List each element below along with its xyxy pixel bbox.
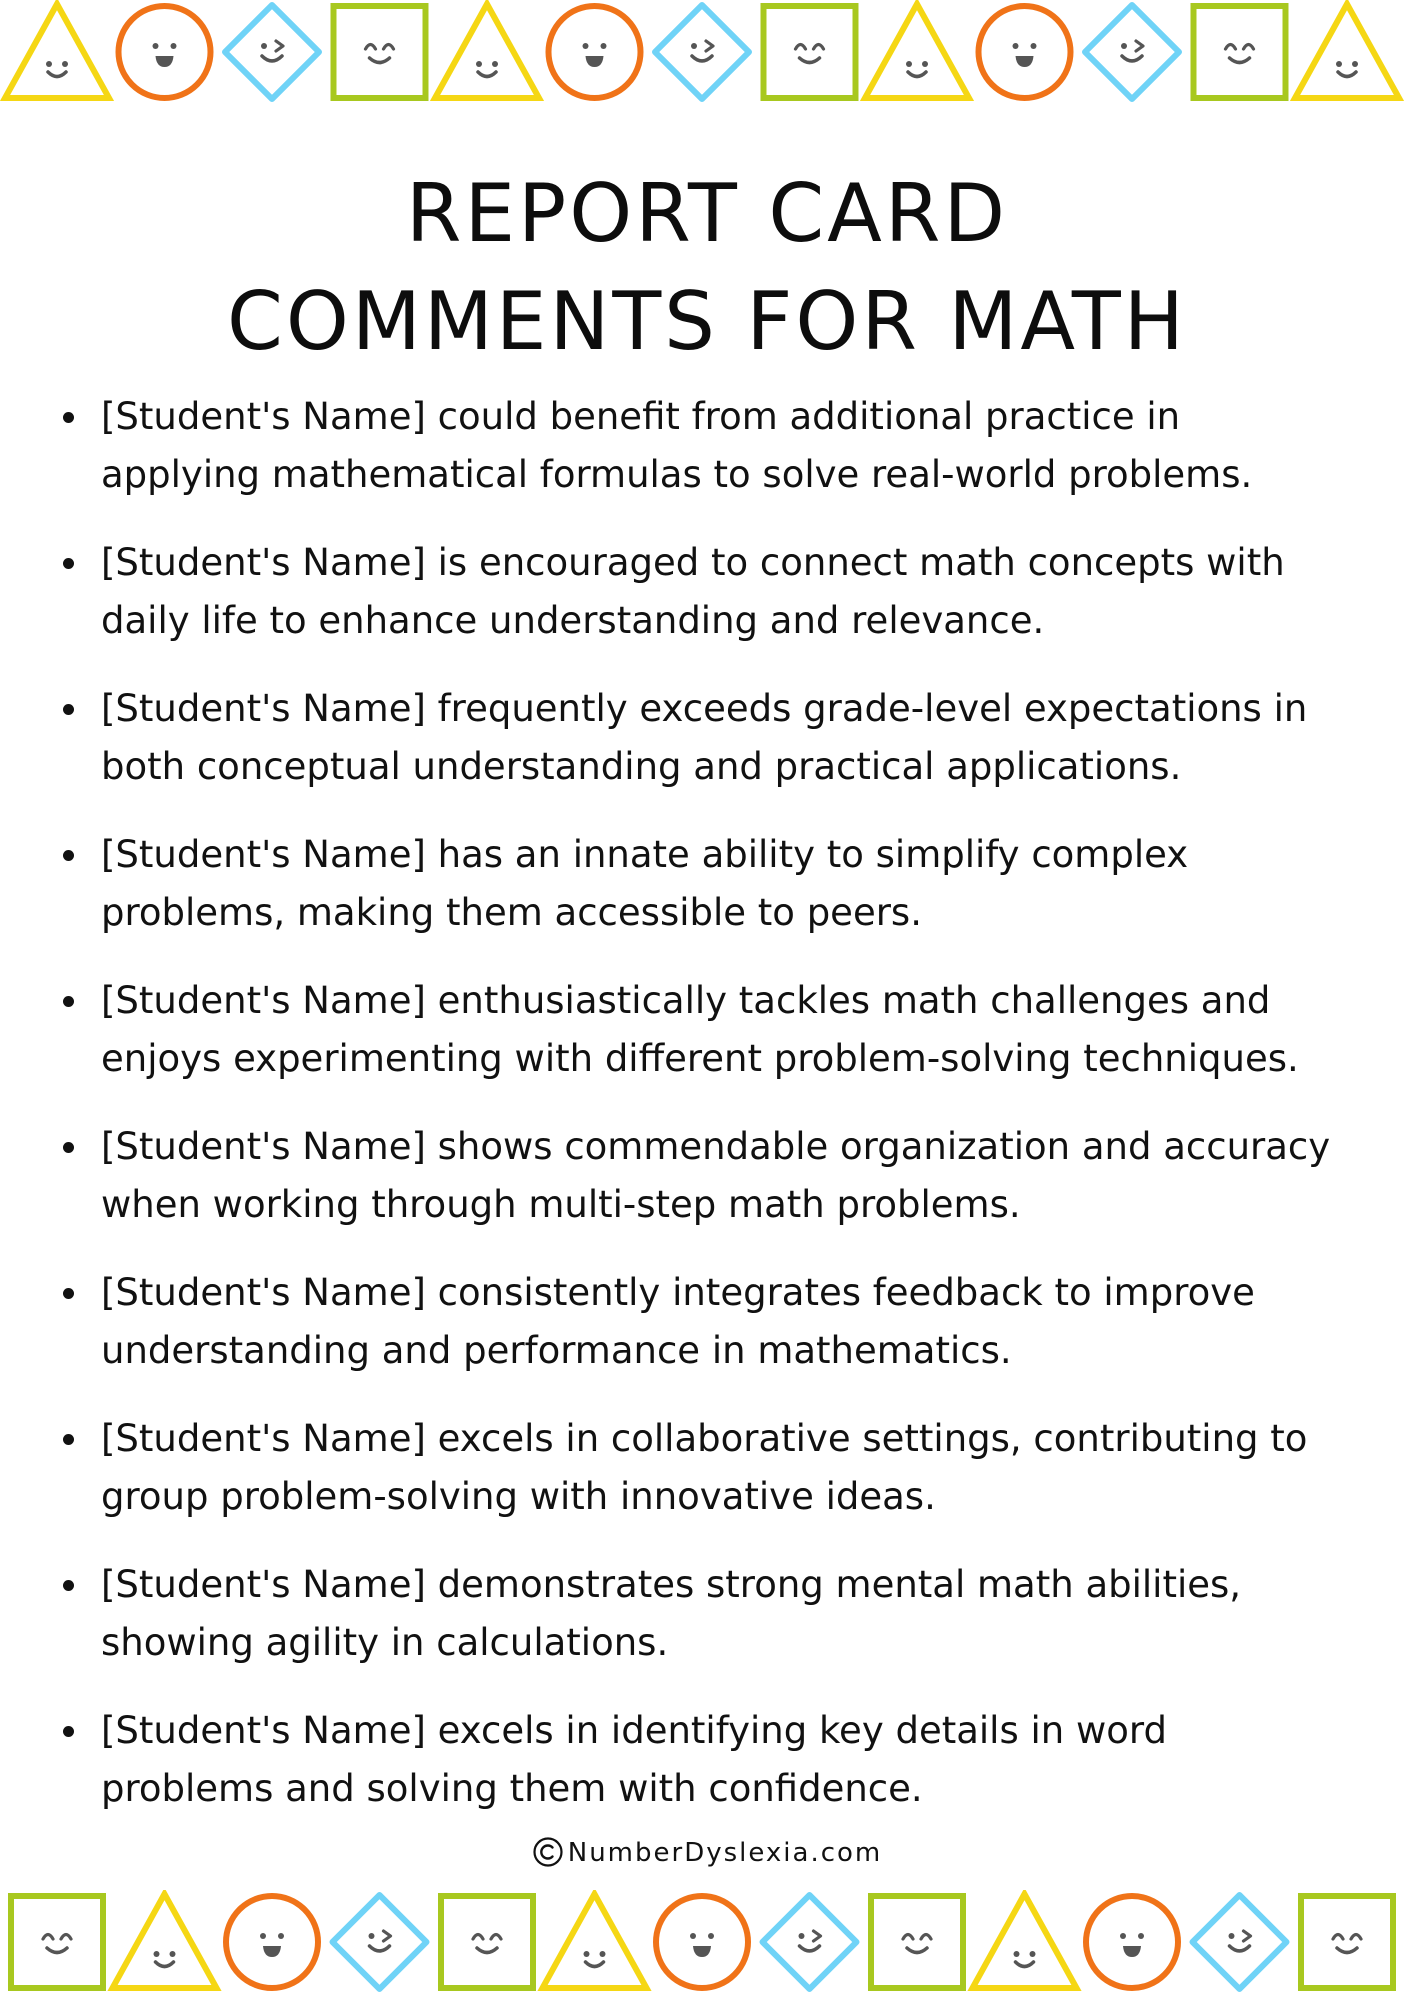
comment-text xyxy=(101,972,1401,1088)
comment-line: enjoys experimenting with different problem-solving techniques. xyxy=(101,1037,1299,1080)
diamond-face-icon xyxy=(225,5,319,99)
comment-text xyxy=(101,680,1401,796)
comment-line: [Student's Name] excels in identifying key details in word xyxy=(101,1709,1167,1752)
comment-line: daily life to enhance understanding and relevance. xyxy=(101,599,1045,642)
title-line-2: COMMENTS FOR MATH xyxy=(227,275,1187,368)
comment-list xyxy=(0,388,1414,1848)
page-title xyxy=(0,160,1414,376)
comment-line: showing agility in calculations. xyxy=(101,1621,669,1664)
comment-line: problems, making them accessible to peers. xyxy=(101,891,922,934)
list-item xyxy=(0,972,1414,1118)
circle-face-icon xyxy=(1086,1896,1178,1988)
bullet-icon xyxy=(63,412,74,423)
triangle-face-icon xyxy=(5,4,109,98)
square-face-icon xyxy=(334,6,426,98)
copyright-icon xyxy=(532,1836,564,1868)
comment-text xyxy=(101,826,1401,942)
comment-text xyxy=(101,534,1401,650)
diamond-face-icon xyxy=(763,1895,857,1989)
comment-line: [Student's Name] consistently integrates feedback to improve xyxy=(101,1271,1255,1314)
list-item xyxy=(0,388,1414,534)
comment-text xyxy=(101,1410,1401,1526)
bullet-icon xyxy=(63,1434,74,1445)
comment-line: [Student's Name] excels in collaborative settings, contributing to xyxy=(101,1417,1308,1460)
triangle-face-icon xyxy=(1295,4,1399,98)
comment-line: [Student's Name] shows commendable organization and accuracy xyxy=(101,1125,1331,1168)
circle-face-icon xyxy=(979,6,1071,98)
circle-face-icon xyxy=(656,1896,748,1988)
circle-face-icon xyxy=(226,1896,318,1988)
comment-line: problems and solving them with confidence. xyxy=(101,1767,923,1810)
circle-face-icon xyxy=(549,6,641,98)
triangle-face-icon xyxy=(435,4,539,98)
comment-text xyxy=(101,1556,1401,1672)
square-face-icon xyxy=(441,1896,533,1988)
bullet-icon xyxy=(63,704,74,715)
square-face-icon xyxy=(871,1896,963,1988)
list-item xyxy=(0,1556,1414,1702)
triangle-face-icon xyxy=(865,4,969,98)
triangle-face-icon xyxy=(973,1894,1077,1988)
bullet-icon xyxy=(63,1288,74,1299)
bullet-icon xyxy=(63,1580,74,1591)
list-item xyxy=(0,1118,1414,1264)
copyright-footer xyxy=(0,1836,1414,1868)
copyright-text: NumberDyslexia.com xyxy=(567,1838,883,1868)
list-item xyxy=(0,1410,1414,1556)
top-shape-border xyxy=(0,0,1414,110)
comment-line: understanding and performance in mathematics. xyxy=(101,1329,1012,1372)
comment-line: group problem-solving with innovative ideas. xyxy=(101,1475,936,1518)
comment-line: [Student's Name] has an innate ability to simplify complex xyxy=(101,833,1189,876)
list-item xyxy=(0,826,1414,972)
bullet-icon xyxy=(63,1726,74,1737)
comment-text xyxy=(101,1702,1401,1818)
bullet-icon xyxy=(63,996,74,1007)
diamond-face-icon xyxy=(1193,1895,1287,1989)
comment-line: [Student's Name] is encouraged to connect math concepts with xyxy=(101,541,1285,584)
bullet-icon xyxy=(63,850,74,861)
list-item xyxy=(0,1264,1414,1410)
bullet-icon xyxy=(63,558,74,569)
diamond-face-icon xyxy=(655,5,749,99)
comment-text xyxy=(101,388,1401,504)
list-item xyxy=(0,1702,1414,1848)
comment-line: [Student's Name] enthusiastically tackles math challenges and xyxy=(101,979,1271,1022)
circle-face-icon xyxy=(119,6,211,98)
triangle-face-icon xyxy=(543,1894,647,1988)
diamond-face-icon xyxy=(1085,5,1179,99)
title-line-1: REPORT CARD xyxy=(405,167,1009,260)
comment-line: both conceptual understanding and practical applications. xyxy=(101,745,1182,788)
comment-text xyxy=(101,1264,1401,1380)
triangle-face-icon xyxy=(113,1894,217,1988)
comment-line: [Student's Name] frequently exceeds grade-level expectations in xyxy=(101,687,1308,730)
square-face-icon xyxy=(1194,6,1286,98)
bullet-icon xyxy=(63,1142,74,1153)
comment-line: applying mathematical formulas to solve real-world problems. xyxy=(101,453,1253,496)
list-item xyxy=(0,534,1414,680)
square-face-icon xyxy=(11,1896,103,1988)
comment-line: [Student's Name] demonstrates strong mental math abilities, xyxy=(101,1563,1242,1606)
comment-line: when working through multi-step math problems. xyxy=(101,1183,1021,1226)
square-face-icon xyxy=(1301,1896,1393,1988)
diamond-face-icon xyxy=(333,1895,427,1989)
comment-text xyxy=(101,1118,1401,1234)
list-item xyxy=(0,680,1414,826)
square-face-icon xyxy=(764,6,856,98)
bottom-shape-border xyxy=(0,1890,1414,2000)
comment-line: [Student's Name] could benefit from additional practice in xyxy=(101,395,1181,438)
